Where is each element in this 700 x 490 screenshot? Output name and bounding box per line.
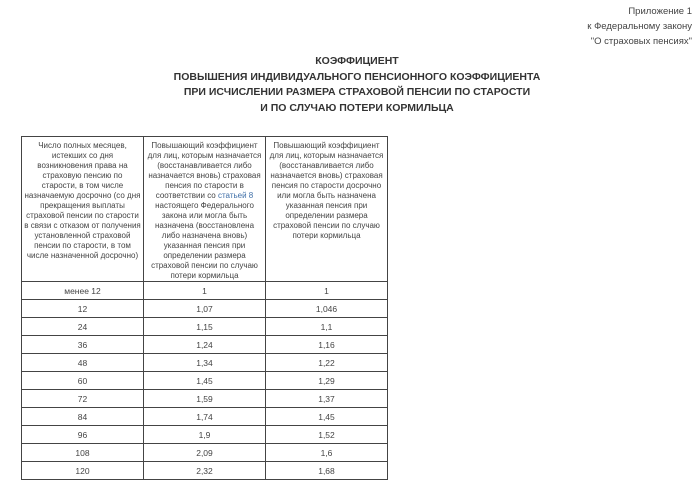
cell-coef-general: 1,07: [144, 300, 266, 318]
cell-coef-early: 1: [266, 282, 388, 300]
cell-coef-general: 1,59: [144, 390, 266, 408]
table-row: [22, 318, 388, 336]
table-row: [22, 444, 388, 462]
document-title: [0, 54, 700, 116]
cell-coef-early: 1,16: [266, 336, 388, 354]
cell-coef-general: 1,45: [144, 372, 266, 390]
cell-months: 12: [22, 300, 144, 318]
cell-coef-early: 1,1: [266, 318, 388, 336]
cell-coef-general: 1,15: [144, 318, 266, 336]
annex-line: "О страховых пенсиях": [590, 36, 692, 47]
table-row: [22, 354, 388, 372]
header-text: настоящего Федерального закона или могла быть назначена (восстановлена либо назначена вновь) указанная пенсия при определении размера страховой пенсии по случаю потери кормильца: [151, 201, 258, 280]
cell-coef-early: 1,29: [266, 372, 388, 390]
table-row: [22, 372, 388, 390]
coefficient-table: [21, 136, 388, 480]
cell-months: 84: [22, 408, 144, 426]
annex-note: [587, 4, 692, 49]
header-coef-general: [144, 137, 266, 282]
cell-months: 24: [22, 318, 144, 336]
cell-months: 96: [22, 426, 144, 444]
cell-coef-general: 1: [144, 282, 266, 300]
cell-coef-early: 1,68: [266, 462, 388, 480]
cell-coef-early: 1,45: [266, 408, 388, 426]
cell-coef-early: 1,52: [266, 426, 388, 444]
cell-coef-general: 2,09: [144, 444, 266, 462]
table-header-row: [22, 137, 388, 282]
table-row: [22, 426, 388, 444]
table-row: [22, 336, 388, 354]
cell-coef-early: 1,6: [266, 444, 388, 462]
cell-months: 60: [22, 372, 144, 390]
header-text: Повышающий коэффициент для лиц, которым назначается (восстанавливается либо назначается вновь) страховая пенсия по старости в соответствии со: [147, 141, 262, 200]
cell-months: 72: [22, 390, 144, 408]
cell-coef-general: 1,34: [144, 354, 266, 372]
cell-months: 36: [22, 336, 144, 354]
cell-months: 120: [22, 462, 144, 480]
table-row: [22, 390, 388, 408]
title-line: ПОВЫШЕНИЯ ИНДИВИДУАЛЬНОГО ПЕНСИОННОГО КОЭФФИЦИЕНТА: [173, 70, 541, 83]
annex-line: Приложение 1: [628, 6, 692, 17]
cell-coef-early: 1,22: [266, 354, 388, 372]
cell-coef-general: 1,24: [144, 336, 266, 354]
table-row: [22, 282, 388, 300]
article-8-link[interactable]: статьей 8: [217, 191, 254, 200]
cell-coef-general: 1,9: [144, 426, 266, 444]
annex-line: к Федеральному закону: [587, 21, 692, 32]
table-row: [22, 462, 388, 480]
cell-coef-general: 1,74: [144, 408, 266, 426]
cell-coef-early: 1,046: [266, 300, 388, 318]
cell-months: 108: [22, 444, 144, 462]
title-line: И ПО СЛУЧАЮ ПОТЕРИ КОРМИЛЬЦА: [260, 101, 454, 114]
title-line: ПРИ ИСЧИСЛЕНИИ РАЗМЕРА СТРАХОВОЙ ПЕНСИИ ПО СТАРОСТИ: [183, 86, 531, 98]
table-row: [22, 408, 388, 426]
header-coef-early: Повышающий коэффициент для лиц, которым назначается (восстанавливается либо назначается вновь) страховая пенсия по старости досрочно или могла быть назначена указанная пенсия при определении размера страховой пенсии по случаю потери кормильца: [266, 137, 388, 282]
cell-coef-early: 1,37: [266, 390, 388, 408]
title-line: КОЭФФИЦИЕНТ: [315, 55, 399, 67]
table-row: [22, 300, 388, 318]
cell-months: 48: [22, 354, 144, 372]
header-months: Число полных месяцев, истекших со дня возникновения права на страховую пенсию по старости, в том числе назначаемую досрочно (со дня прекращения выплаты страховой пенсии по старости в связи с отказом от получения установленной страховой пенсии по старости, в том числе назначенной досрочно): [22, 137, 144, 282]
cell-months: менее 12: [22, 282, 144, 300]
cell-coef-general: 2,32: [144, 462, 266, 480]
